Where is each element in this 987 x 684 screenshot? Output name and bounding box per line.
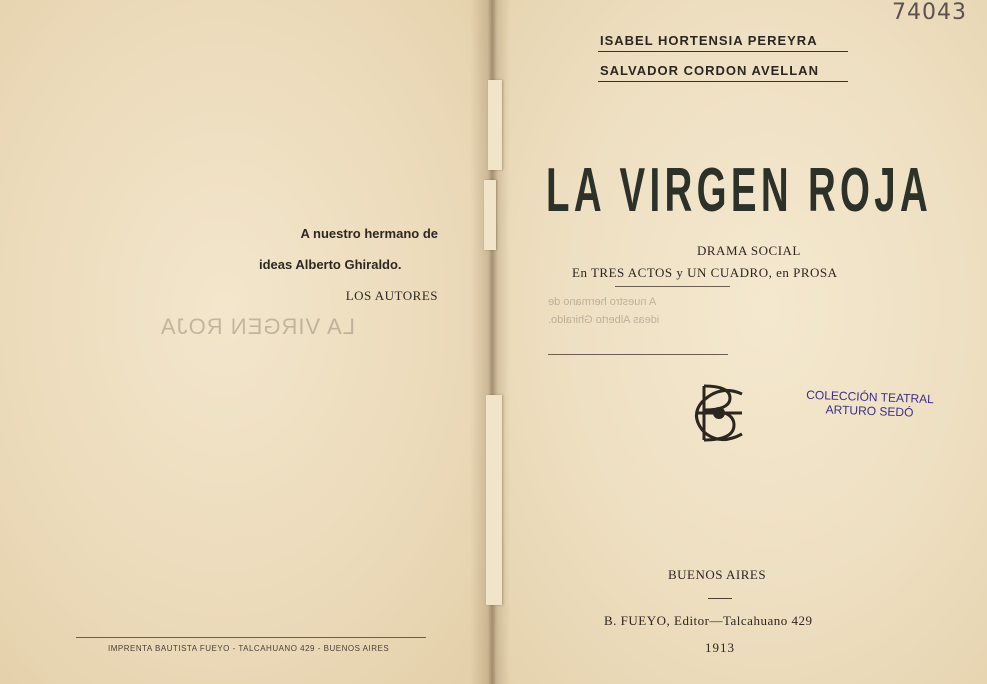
bleed-through-text: ideas Alberto Ghiraldo. (548, 314, 660, 326)
torn-page-edge (486, 395, 502, 605)
city-rule (708, 598, 732, 599)
publisher-monogram-icon (690, 380, 748, 446)
author-rule (598, 51, 848, 52)
author-1: ISABEL HORTENSIA PEREYRA (600, 33, 818, 48)
stamp-line-2: ARTURO SEDÓ (825, 402, 914, 420)
imprint-rule (76, 637, 426, 638)
printer-imprint: IMPRENTA BAUTISTA FUEYO - TALCAHUANO 429 - BUENOS AIRES (108, 644, 390, 653)
author-rule (598, 81, 848, 82)
publication-year: 1913 (705, 640, 735, 655)
dedication-signature: LOS AUTORES (345, 288, 438, 303)
book-title: LA VIRGEN ROJA (546, 156, 933, 225)
collection-stamp (806, 388, 934, 420)
subtitle-rule (615, 286, 730, 287)
bleed-through-title: LA VIRGEN ROJA (160, 314, 355, 339)
bleed-through-text: A nuestro hermano de (548, 296, 657, 308)
publisher: B. FUEYO, Editor—Talcahuano 429 (604, 613, 813, 628)
dedication-line-1: A nuestro hermano de (300, 226, 438, 241)
dedication-line-2: ideas Alberto Ghiraldo. (259, 257, 402, 272)
author-2: SALVADOR CORDON AVELLAN (600, 63, 819, 78)
torn-page-edge (484, 180, 496, 250)
publication-city: BUENOS AIRES (668, 567, 767, 582)
accession-number: 74043 (892, 0, 967, 25)
subtitle: En TRES ACTOS y UN CUADRO, en PROSA (572, 265, 838, 280)
divider-rule (548, 354, 728, 355)
stamp-line-1: COLECCIÓN TEATRAL (806, 387, 935, 407)
genre: DRAMA SOCIAL (697, 243, 801, 258)
torn-page-edge (488, 80, 502, 170)
